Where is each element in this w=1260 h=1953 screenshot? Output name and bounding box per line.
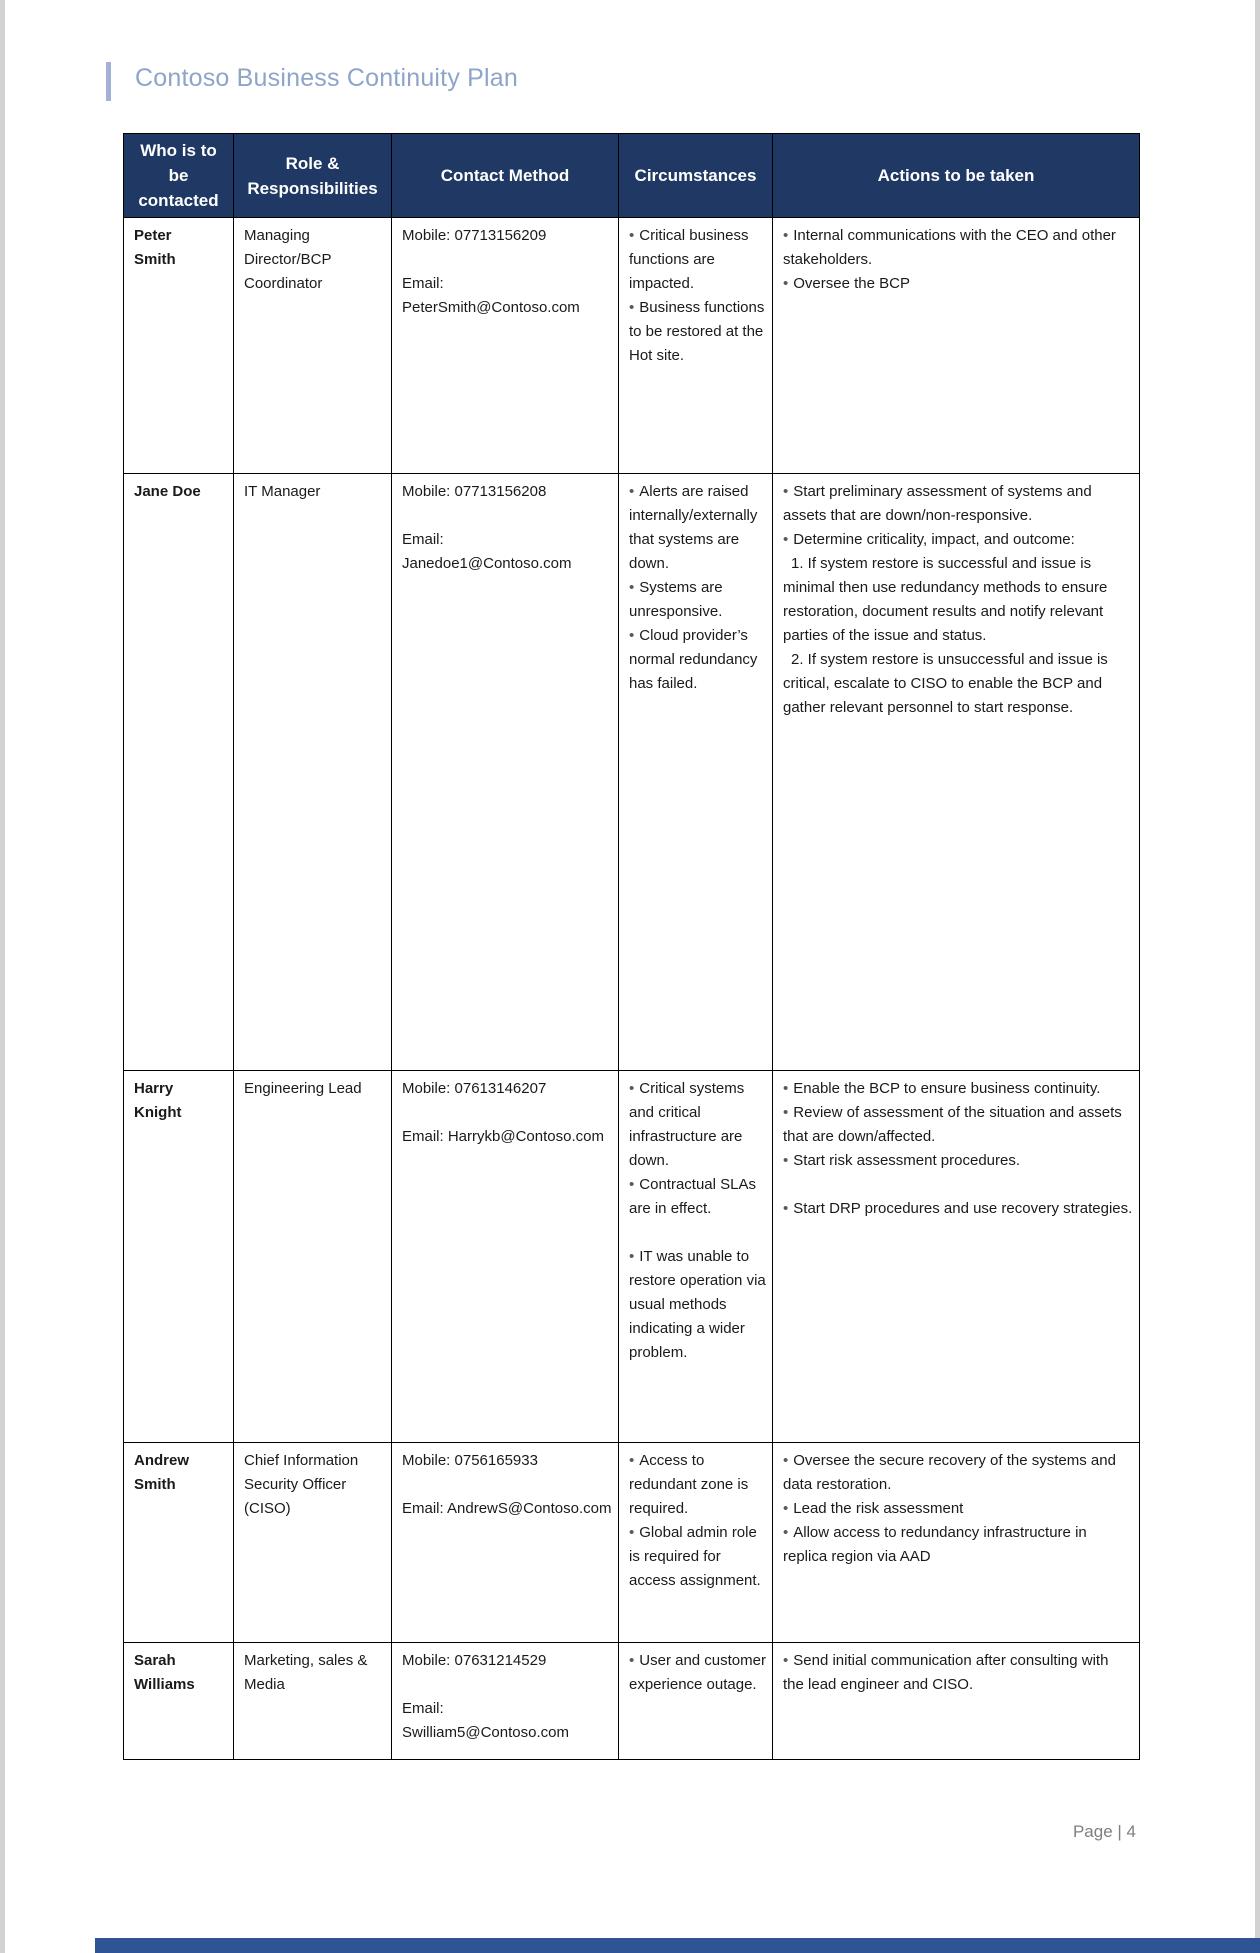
paragraph: • Systems are unresponsive. [629, 579, 723, 620]
paragraph: • Lead the risk assessment [783, 1500, 964, 1517]
cell-role: Engineering Lead [234, 1071, 392, 1443]
cell-role: IT Manager [234, 474, 392, 1071]
header-contact: Contact Method [392, 134, 619, 218]
bullet-icon: • [783, 531, 789, 548]
paragraph [783, 1173, 1133, 1197]
paragraph: • Oversee the BCP [783, 275, 910, 292]
contacts-table [123, 133, 1140, 1760]
paragraph: Mobile: 07631214529 [402, 1652, 547, 1669]
paragraph: • Start risk assessment procedures. [783, 1152, 1021, 1169]
paragraph: • Allow access to redundancy infrastructure in replica region via AAD [783, 1524, 1087, 1565]
cell-circumstances [619, 474, 773, 1071]
table-row [124, 1071, 1140, 1443]
title-accent-bar [106, 62, 111, 101]
paragraph: Email: Swilliam5@Contoso.com [402, 1700, 569, 1741]
table-header-row [124, 134, 1140, 218]
header-circumstances: Circumstances [619, 134, 773, 218]
bullet-icon: • [783, 483, 789, 500]
paragraph: • Review of assessment of the situation and assets that are down/affected. [783, 1104, 1122, 1145]
cell-circumstances [619, 218, 773, 474]
paragraph: • IT was unable to restore operation via usual methods indicating a wider problem. [629, 1248, 766, 1361]
paragraph: • Critical business functions are impacted. [629, 227, 749, 292]
paragraph: • Cloud provider’s normal redundancy has failed. [629, 627, 758, 692]
header-role: Role & Responsibilities [234, 134, 392, 218]
paragraph: 2. If system restore is unsuccessful and issue is critical, escalate to CISO to enable the BCP and gather relevant personnel to start response. [783, 651, 1108, 716]
paragraph: Mobile: 07713156208 [402, 483, 547, 500]
bullet-icon: • [629, 627, 635, 644]
paragraph: Andrew [134, 1452, 190, 1469]
bullet-icon: • [783, 1452, 789, 1469]
paragraph: • User and customer experience outage. [629, 1652, 766, 1693]
bullet-icon: • [629, 1652, 635, 1669]
paragraph: • Determine criticality, impact, and outcome: [783, 531, 1075, 548]
header-who: Who is to be contacted [124, 134, 234, 218]
paragraph [402, 1673, 612, 1697]
cell-role: Marketing, sales & Media [234, 1643, 392, 1760]
cell-actions [773, 1443, 1140, 1643]
bullet-icon: • [783, 1152, 789, 1169]
table-row [124, 218, 1140, 474]
paragraph: Smith [134, 1476, 176, 1493]
bullet-icon: • [783, 1652, 789, 1669]
cell-contact [392, 218, 619, 474]
cell-contact [392, 1443, 619, 1643]
paragraph: • Alerts are raised internally/externally that systems are down. [629, 483, 758, 572]
cell-role: Chief Information Security Officer (CISO) [234, 1443, 392, 1643]
paragraph: Knight [134, 1104, 182, 1121]
bullet-icon: • [783, 1524, 789, 1541]
bullet-icon: • [783, 1080, 789, 1097]
header-actions: Actions to be taken [773, 134, 1140, 218]
cell-name [124, 1643, 234, 1760]
document-title: Contoso Business Continuity Plan [135, 64, 518, 92]
paragraph: • Enable the BCP to ensure business continuity. [783, 1080, 1101, 1097]
paragraph: Williams [134, 1676, 195, 1693]
cell-actions [773, 1071, 1140, 1443]
paragraph: • Start preliminary assessment of systems and assets that are down/non-responsive. [783, 483, 1092, 524]
paragraph: Email: PeterSmith@Contoso.com [402, 275, 580, 316]
paragraph: Harry [134, 1080, 174, 1097]
bullet-icon: • [783, 1104, 789, 1121]
paragraph: Email: Janedoe1@Contoso.com [402, 531, 572, 572]
cell-name [124, 474, 234, 1071]
bullet-icon: • [783, 1500, 789, 1517]
paragraph: • Internal communications with the CEO and other stakeholders. [783, 227, 1116, 268]
paragraph: • Critical systems and critical infrastructure are down. [629, 1080, 745, 1169]
paragraph: Sarah [134, 1652, 176, 1669]
cell-contact [392, 1071, 619, 1443]
paragraph [402, 504, 612, 528]
cell-circumstances [619, 1643, 773, 1760]
cell-contact [392, 1643, 619, 1760]
paragraph [629, 1221, 766, 1245]
page-right-edge [1255, 0, 1260, 1953]
paragraph: • Global admin role is required for access assignment. [629, 1524, 761, 1589]
cell-name [124, 218, 234, 474]
bullet-icon: • [629, 579, 635, 596]
cell-actions [773, 1643, 1140, 1760]
paragraph: Smith [134, 251, 176, 268]
paragraph: Peter [134, 227, 172, 244]
cell-name [124, 1443, 234, 1643]
bullet-icon: • [629, 1524, 635, 1541]
cell-name [124, 1071, 234, 1443]
bullet-icon: • [629, 1080, 635, 1097]
paragraph: • Oversee the secure recovery of the systems and data restoration. [783, 1452, 1116, 1493]
bullet-icon: • [629, 1176, 635, 1193]
bullet-icon: • [783, 227, 789, 244]
cell-circumstances [619, 1443, 773, 1643]
paragraph: • Start DRP procedures and use recovery strategies. [783, 1200, 1133, 1217]
paragraph: Mobile: 07713156209 [402, 227, 547, 244]
cell-contact [392, 474, 619, 1071]
cell-actions [773, 474, 1140, 1071]
page-left-edge [0, 0, 5, 1953]
cell-circumstances [619, 1071, 773, 1443]
paragraph: • Access to redundant zone is required. [629, 1452, 749, 1517]
table-row [124, 1643, 1140, 1760]
paragraph: • Contractual SLAs are in effect. [629, 1176, 756, 1217]
paragraph [402, 248, 612, 272]
table-row [124, 1443, 1140, 1643]
paragraph: Jane Doe [134, 483, 201, 500]
paragraph: Mobile: 07613146207 [402, 1080, 547, 1097]
paragraph [402, 1473, 612, 1497]
paragraph: • Business functions to be restored at the Hot site. [629, 299, 765, 364]
cell-role: Managing Director/BCP Coordinator [234, 218, 392, 474]
paragraph: Mobile: 0756165933 [402, 1452, 538, 1469]
bullet-icon: • [629, 1248, 635, 1265]
cell-actions [773, 218, 1140, 474]
paragraph: Email: Harrykb@Contoso.com [402, 1128, 604, 1145]
bullet-icon: • [783, 275, 789, 292]
paragraph: • Send initial communication after consulting with the lead engineer and CISO. [783, 1652, 1109, 1693]
paragraph: 1. If system restore is successful and issue is minimal then use redundancy methods to ensure restoration, document results and notify relevant parties of the issue and status. [783, 555, 1108, 644]
paragraph: Email: AndrewS@Contoso.com [402, 1500, 612, 1517]
bullet-icon: • [629, 299, 635, 316]
footer-accent-bar [95, 1938, 1260, 1953]
bullet-icon: • [629, 483, 635, 500]
paragraph [402, 1101, 612, 1125]
bullet-icon: • [629, 227, 635, 244]
table-row [124, 474, 1140, 1071]
bullet-icon: • [629, 1452, 635, 1469]
page-number: Page | 4 [1072, 1822, 1136, 1841]
bullet-icon: • [783, 1200, 789, 1217]
